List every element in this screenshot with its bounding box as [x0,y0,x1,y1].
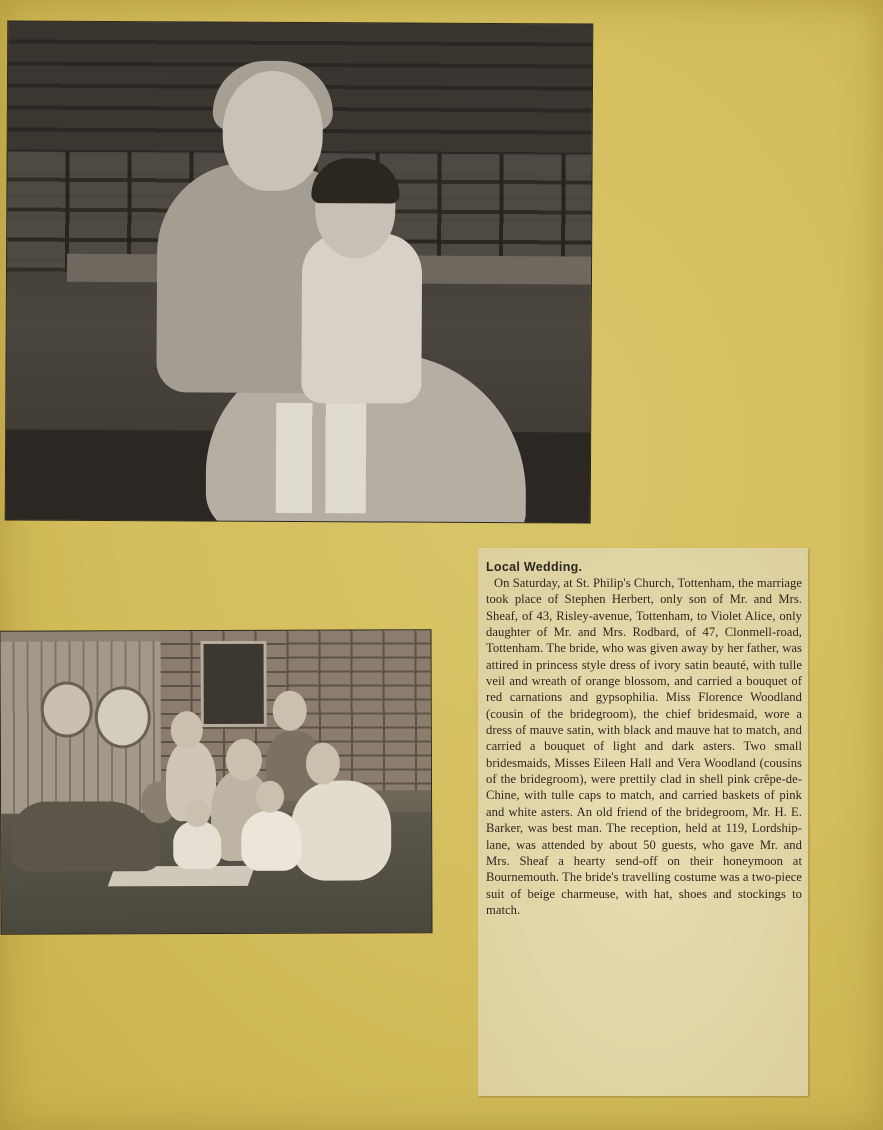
photo-head [306,743,340,785]
newspaper-clipping [478,548,808,1096]
photo-head [171,711,203,749]
photo-child-body [301,233,422,404]
clipping-article-text: On Saturday, at St. Philip's Church, Tottenham, the marriage took place of Stephen Herbert, only son of Mr. and Mrs. Sheaf, of 43, Risley-avenue, Tottenham, to Violet Alice, only daughter of Mr. and Mrs. Rodbard, of 47, Clonmell-road, Tottenham. The bride, who was given away by her father, was attired in princess style dress of ivory satin beauté, with tulle veil and wreath of orange blossom, and carried a bouquet of red carnations and gypsophilia. Miss Florence Woodland (cousin of the bridegroom), the chief bridesmaid, wore a dress of mauve satin, with black and mauve hat to match, and carried a bouquet of light and dark asters. Two small bridesmaids, Misses Eileen Hall and Vera Woodland (cousins of the bridegroom), were prettily clad in shell pink crêpe-de-Chine, with tulle caps to match, and carried baskets of pink and white asters. An old friend of the bridegroom, Mr. H. E. Barker, was best man. The reception, held at 119, Lordship-lane, was attended by about 50 guests, who gave Mr. and Mrs. Sheaf a hearty send-off on their honeymoon at Bournemouth. The bride's travelling costume was a two-piece suit of beige charmeuse, with hat, shoes and stockings to match. [486,576,802,917]
photo-child-legs [276,403,367,513]
photo-toddler [241,811,301,871]
photo-man-reclining [11,801,161,872]
clipping-headline: Local Wedding. [486,560,583,574]
photo-girl-white-dress [291,780,391,880]
photo-family-group [0,629,433,935]
photo-head [184,799,210,827]
photo-woman-with-child [5,20,594,523]
photo-head [256,781,284,813]
photo-hanging-pan [95,686,151,748]
photo-baby [173,821,221,869]
photo-woman-head [222,71,323,192]
photo-window [201,641,267,727]
photo-head [226,739,262,781]
photo-hanging-pan [41,681,93,737]
photo-head [273,691,307,731]
